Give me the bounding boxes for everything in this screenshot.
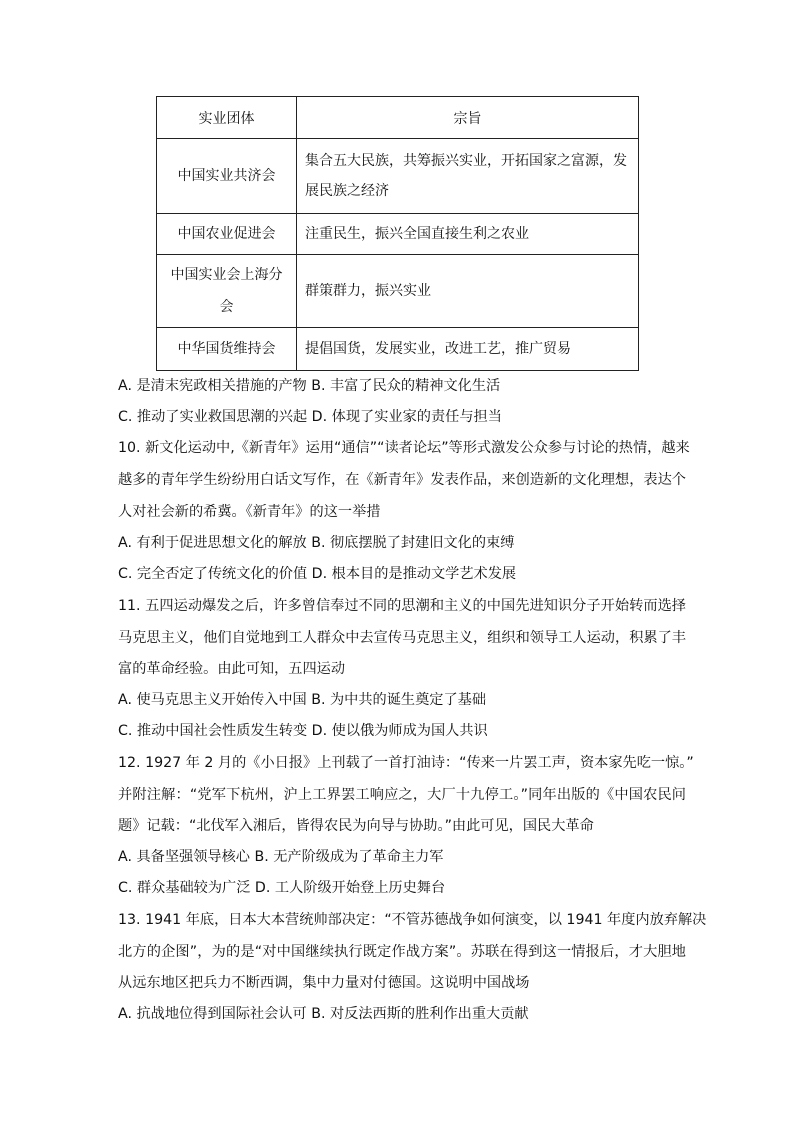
q11-stem-line-3: 富的革命经验。由此可知，五四运动: [118, 661, 346, 677]
q13-stem-line-1: 13. 1941 年底，日本大本营统帅部决定：“不管苏德战争如何演变，以 1941 年度内放弃解决: [118, 912, 707, 928]
q11-options-ab: A. 使马克思主义开始传入中国 B. 为中共的诞生奠定了基础: [118, 692, 487, 708]
q11-stem-line-2: 马克思主义，他们自觉地到工人群众中去宣传马克思主义，组织和领导工人运动，积累了丰: [118, 630, 686, 646]
q12-options-cd: C. 群众基础较为广泛 D. 工人阶级开始登上历史舞台: [118, 880, 446, 896]
q10-stem-line-3: 人对社会新的希冀。《新青年》的这一举措: [118, 504, 381, 520]
q10-stem-line-2: 越多的青年学生纷纷用白话文写作，在《新青年》发表作品，来创造新的文化理想，表达个: [118, 472, 686, 488]
q13-stem-line-3: 从远东地区把兵力不断西调，集中力量对付德国。这说明中国战场: [118, 975, 530, 991]
table-row: [157, 214, 639, 255]
q9-options-cd: C. 推动了实业救国思潮的兴起 D. 体现了实业家的责任与担当: [118, 409, 502, 425]
group-name-cell: 中华国货维持会: [157, 328, 297, 371]
group-name-cell: 中国实业共济会: [157, 139, 297, 214]
table-row: [157, 328, 639, 371]
table-header-row: [157, 97, 639, 139]
q11-options-cd: C. 推动中国社会性质发生转变 D. 使以俄为师成为国人共识: [118, 723, 488, 739]
q9-options-ab: A. 是清末宪政相关措施的产物 B. 丰富了民众的精神文化生活: [118, 378, 501, 394]
table-row: [157, 139, 639, 214]
group-aim-cell: 注重民生，振兴全国直接生利之农业: [297, 214, 639, 255]
q12-stem-line-2: 并附注解：“党军下杭州，沪上工界罢工响应之，大厂十九停工。”同年出版的《中国农民问: [118, 787, 686, 803]
column-header-aim: 宗旨: [297, 97, 639, 139]
industry-groups-table: [156, 96, 639, 371]
q10-stem-line-1: 10. 新文化运动中,《新青年》运用“通信”“读者论坛”等形式激发公众参与讨论的热情，越来: [118, 440, 690, 456]
q12-stem-line-3: 题》记载：“北伐军入湘后，皆得农民为向导与协助。”由此可见，国民大革命: [118, 818, 594, 834]
q12-stem-line-1: 12. 1927 年 2 月的《小日报》上刊载了一首打油诗：“传来一片罢工声，资本家先吃一惊。”: [118, 755, 694, 771]
column-header-group: 实业团体: [157, 97, 297, 139]
q12-options-ab: A. 具备坚强领导核心 B. 无产阶级成为了革命主力军: [118, 849, 444, 865]
q13-options-ab: A. 抗战地位得到国际社会认可 B. 对反法西斯的胜利作出重大贡献: [118, 1006, 529, 1022]
q10-options-cd: C. 完全否定了传统文化的价值 D. 根本目的是推动文学艺术发展: [118, 566, 517, 582]
group-aim-cell: 提倡国货，发展实业，改进工艺，推广贸易: [297, 328, 639, 371]
q10-options-ab: A. 有利于促进思想文化的解放 B. 彻底摆脱了封建旧文化的束缚: [118, 535, 515, 551]
q13-stem-line-2: 北方的企图”，为的是“对中国继续执行既定作战方案”。苏联在得到这一情报后，才大胆地: [118, 944, 686, 960]
group-aim-cell: 群策群力，振兴实业: [297, 255, 639, 328]
group-name-cell: 中国农业促进会: [157, 214, 297, 255]
group-aim-cell: 集合五大民族，共筹振兴实业，开拓国家之富源，发展民族之经济: [297, 139, 639, 214]
group-name-cell: 中国实业会上海分会: [157, 255, 297, 328]
q11-stem-line-1: 11. 五四运动爆发之后，许多曾信奉过不同的思潮和主义的中国先进知识分子开始转而选择: [118, 598, 686, 614]
table-row: [157, 255, 639, 328]
